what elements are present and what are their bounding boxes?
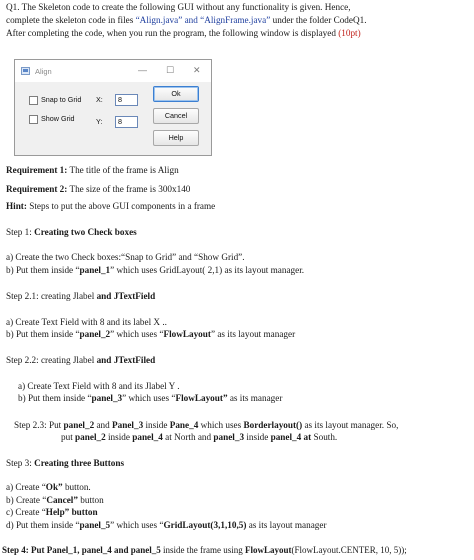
question-text: Q1. The Skeleton code to create the following GUI without any functionality is given. Hence, xyxy=(6,2,351,12)
button-name: Ok” xyxy=(45,482,63,492)
window-titlebar xyxy=(15,60,211,82)
step3-item-c xyxy=(6,507,98,518)
layout-name: FlowLayout xyxy=(163,329,211,339)
window-title: Align xyxy=(35,67,52,76)
step21-heading xyxy=(6,291,155,302)
step-item-text: as its manager xyxy=(227,393,283,403)
step-item-text: at North and xyxy=(162,432,214,442)
step-item-text: b) Put them inside “ xyxy=(6,329,80,339)
hint-text: Steps to put the above GUI components in a frame xyxy=(26,201,216,211)
step-item-text: b) Put them inside “ xyxy=(18,393,92,403)
requirement-label: Requirement 2: xyxy=(6,184,68,194)
x-label: X: xyxy=(96,95,103,104)
layout-name: FlowLayout xyxy=(245,545,292,555)
step-item-text: b) Put them inside “ xyxy=(6,265,80,275)
requirement-text: The size of the frame is 300x140 xyxy=(67,184,191,194)
step-item-text: ” which uses “ xyxy=(110,329,164,339)
close-icon[interactable]: ✕ xyxy=(193,65,201,75)
panel-name: panel_2 xyxy=(75,432,106,442)
step-item-text: and xyxy=(94,420,113,430)
x-field[interactable]: 8 xyxy=(115,94,138,106)
step-item-text: as its layout manager xyxy=(246,520,327,530)
step-title-bold: and JTextField xyxy=(96,291,156,301)
step-item-text: (FlowLayout.CENTER, 10, 5)); xyxy=(291,545,407,555)
button-name: Help” button xyxy=(45,507,98,517)
minimize-icon[interactable]: — xyxy=(138,65,147,75)
layout-name: FlowLayout” xyxy=(175,393,228,403)
requirement-text: The title of the frame is Align xyxy=(67,165,179,175)
question-text: After completing the code, when you run the program, the following window is displayed xyxy=(6,28,339,38)
step23-line-1 xyxy=(14,420,398,431)
step-item-text: put xyxy=(61,432,76,442)
requirement-1 xyxy=(6,165,179,176)
step-item-text: South. xyxy=(311,432,338,442)
question-line-1 xyxy=(6,2,351,13)
step-item-text: which uses xyxy=(198,420,244,430)
step1-heading xyxy=(6,227,137,238)
ok-button[interactable]: Ok xyxy=(153,86,199,102)
maximize-icon[interactable]: ☐ xyxy=(166,65,175,75)
step-number: Step 1: xyxy=(6,227,35,237)
panel-name: panel_3 xyxy=(213,432,245,442)
step-item-text: button. xyxy=(62,482,91,492)
step-item-text: Step 2.3: Put xyxy=(14,420,64,430)
step-title: Step 2.2: creating Jlabel xyxy=(6,355,97,365)
window-app-icon xyxy=(21,67,30,75)
step-item-text: button xyxy=(77,495,104,505)
step-item-text: a) Create the two Check boxes:“Snap to Grid” and “Show Grid”. xyxy=(6,252,245,262)
y-field[interactable]: 8 xyxy=(115,116,138,128)
step-item-text: inside xyxy=(105,432,133,442)
step-title-bold: and JTextFiled xyxy=(96,355,156,365)
step3-heading xyxy=(6,458,124,469)
cancel-button[interactable]: Cancel xyxy=(153,108,199,124)
layout-name: GridLayout(3,1,10,5) xyxy=(163,520,247,530)
step-item-text: a) Create Text Field with 8 and its label X .. xyxy=(6,317,167,327)
step-item-text: ” which uses “ xyxy=(122,393,176,403)
step1-item-a xyxy=(6,252,245,263)
step-item-text: inside the frame using xyxy=(160,545,246,555)
show-grid-label: Show Grid xyxy=(41,114,75,123)
step22-item-a xyxy=(18,381,180,392)
question-text: complete the skeleton code in files xyxy=(6,15,136,25)
panel-name: panel_4 xyxy=(132,432,163,442)
question-line-3 xyxy=(6,28,361,39)
requirement-label: Requirement 1: xyxy=(6,165,68,175)
step-item-text: a) Create Text Field with 8 and its Jlabel Y . xyxy=(18,381,180,391)
step-item-text: ” which uses “ xyxy=(110,520,164,530)
step3-item-a xyxy=(6,482,91,493)
help-button[interactable]: Help xyxy=(153,130,199,146)
question-text: under the folder CodeQ1. xyxy=(270,15,367,25)
show-grid-checkbox[interactable] xyxy=(29,115,38,124)
panel-name: panel_1 xyxy=(79,265,111,275)
question-line-2 xyxy=(6,15,367,26)
step-title: Step 4: Put Panel_1, panel_4 and panel_5 xyxy=(2,545,161,555)
step1-item-b xyxy=(6,265,304,276)
step23-line-2 xyxy=(61,432,337,443)
align-window xyxy=(14,59,212,156)
step-item-text: inside xyxy=(244,432,271,442)
step-item-text: a) Create “ xyxy=(6,482,46,492)
panel-name: Pane_4 xyxy=(169,420,199,430)
step-item-text: ” which uses GridLayout( 2,1) as its layout manager. xyxy=(110,265,305,275)
step21-item-a xyxy=(6,317,167,328)
file-names: “Align.java” and “AlignFrame.java” xyxy=(135,15,271,25)
step-item-text: c) Create “ xyxy=(6,507,46,517)
step-title: Step 2.1: creating Jlabel xyxy=(6,291,97,301)
step21-item-b xyxy=(6,329,295,340)
panel-name: panel_5 xyxy=(79,520,111,530)
step3-item-b xyxy=(6,495,104,506)
step22-item-b xyxy=(18,393,282,404)
panel-name: panel_2 xyxy=(63,420,95,430)
layout-name: Borderlayout() xyxy=(243,420,303,430)
step-title: Creating three Buttons xyxy=(34,458,125,468)
points-label: (10pt) xyxy=(338,28,361,38)
step-item-text: inside xyxy=(143,420,170,430)
step-item-text: d) Put them inside “ xyxy=(6,520,80,530)
button-name: Cancel” xyxy=(46,495,78,505)
y-label: Y: xyxy=(96,117,103,126)
step-item-text: b) Create “ xyxy=(6,495,47,505)
step4-line xyxy=(2,545,407,556)
panel-name: panel_2 xyxy=(79,329,111,339)
window-content xyxy=(15,82,211,155)
step22-heading xyxy=(6,355,155,366)
step-item-text: ” as its layout manager xyxy=(210,329,296,339)
step-item-text: as its layout manager. So, xyxy=(302,420,399,430)
panel-name: Panel_3 xyxy=(112,420,144,430)
step-title: Creating two Check boxes xyxy=(34,227,137,237)
panel-name: panel_4 at xyxy=(270,432,312,442)
requirement-2 xyxy=(6,184,190,195)
hint-label: Hint: xyxy=(6,201,27,211)
snap-to-grid-label: Snap to Grid xyxy=(41,95,82,104)
panel-name: panel_3 xyxy=(91,393,123,403)
step3-item-d xyxy=(6,520,327,531)
snap-to-grid-checkbox[interactable] xyxy=(29,96,38,105)
step-number: Step 3: xyxy=(6,458,35,468)
hint xyxy=(6,201,215,212)
